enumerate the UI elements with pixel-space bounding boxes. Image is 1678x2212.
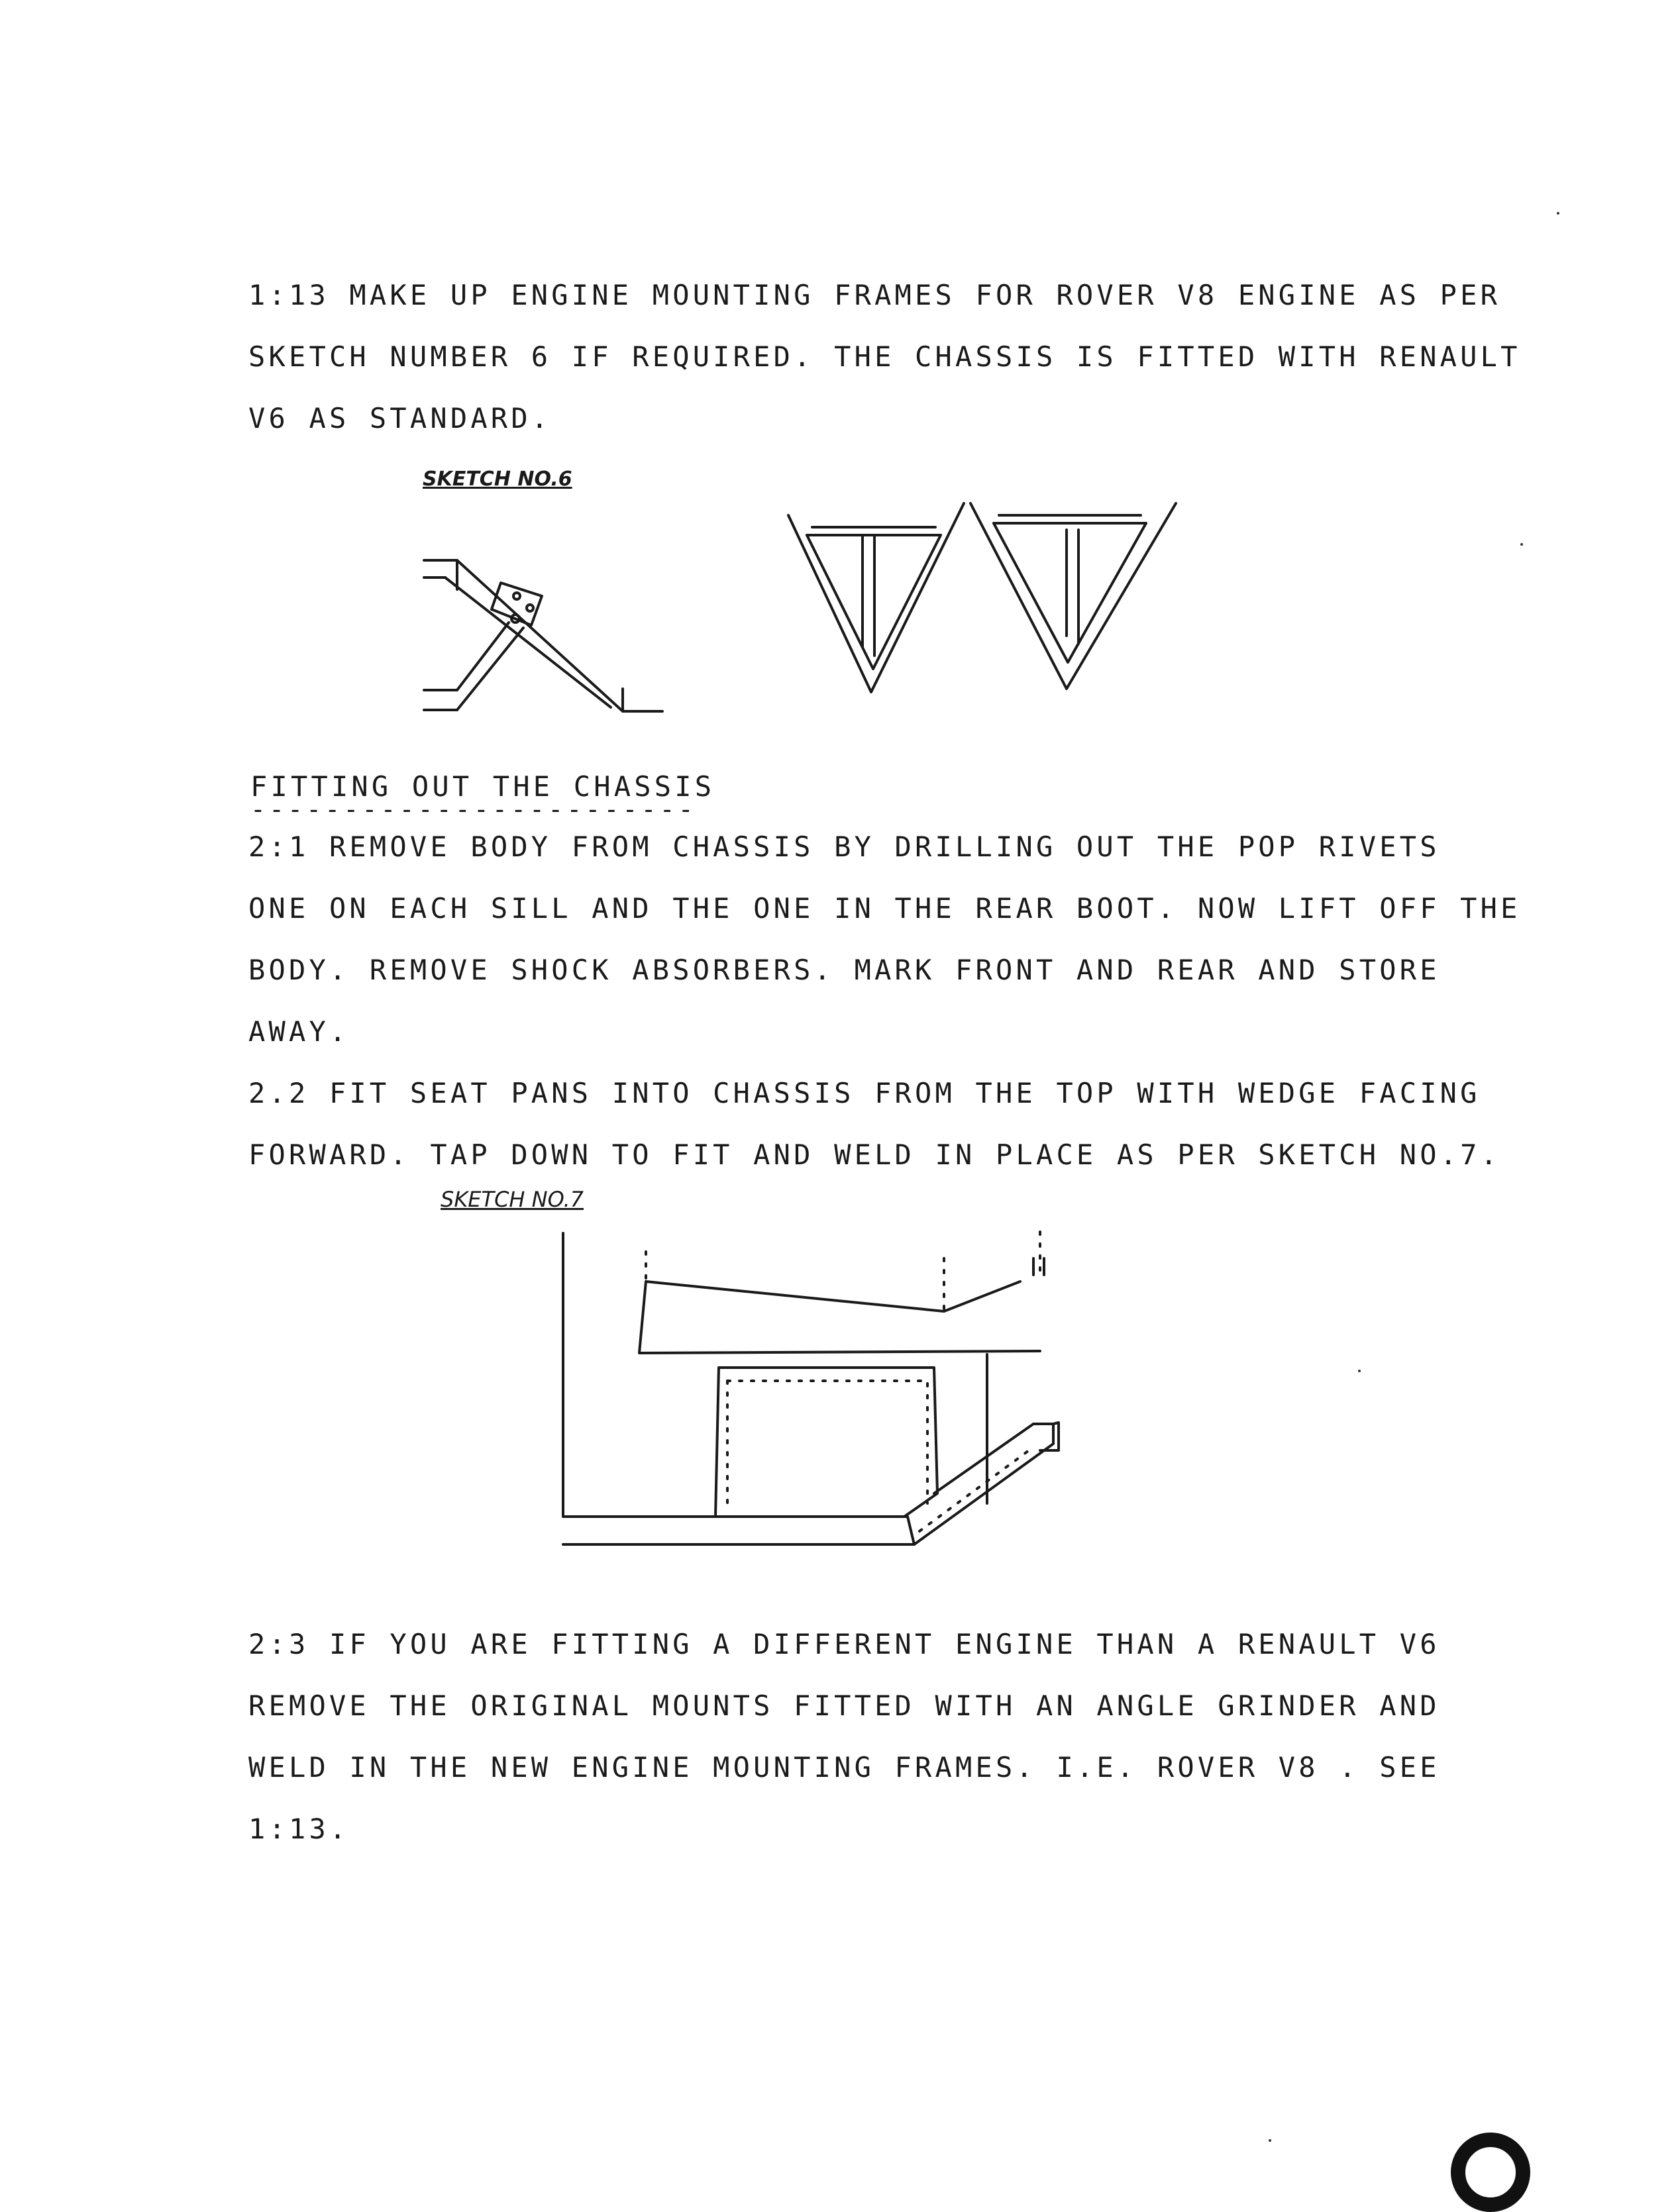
- para-2-3-line-2: REMOVE THE ORIGINAL MOUNTS FITTED WITH AN ANGLE GRINDER AND: [248, 1689, 1440, 1722]
- para-2-3-line-4: 1:13.: [248, 1813, 350, 1845]
- para-2-2-line-2: FORWARD. TAP DOWN TO FIT AND WELD IN PLACE AS PER SKETCH NO.7.: [248, 1138, 1501, 1171]
- scan-speck: [1557, 212, 1559, 215]
- para-2-3-line-1: 2:3 IF YOU ARE FITTING A DIFFERENT ENGINE THAN A RENAULT V6: [248, 1628, 1440, 1660]
- scan-speck: [1269, 2139, 1271, 2142]
- sketch-7-label: SKETCH NO.7: [441, 1187, 584, 1212]
- para-1-13-line-3: V6 AS STANDARD.: [248, 402, 552, 434]
- section-heading-underline: ------------------------: [250, 795, 697, 824]
- para-2-1-line-4: AWAY.: [248, 1015, 350, 1048]
- para-2-1-line-3: BODY. REMOVE SHOCK ABSORBERS. MARK FRONT AND REAR AND STORE: [248, 954, 1440, 986]
- para-2-2-line-1: 2.2 FIT SEAT PANS INTO CHASSIS FROM THE TOP WITH WEDGE FACING: [248, 1077, 1481, 1109]
- section-heading: FITTING OUT THE CHASSIS: [250, 770, 715, 803]
- para-1-13-line-1: 1:13 MAKE UP ENGINE MOUNTING FRAMES FOR ROVER V8 ENGINE AS PER: [248, 279, 1501, 311]
- para-2-3-line-3: WELD IN THE NEW ENGINE MOUNTING FRAMES. I.E. ROVER V8 . SEE: [248, 1751, 1440, 1784]
- scan-speck: [1520, 543, 1523, 546]
- para-1-13-line-2: SKETCH NUMBER 6 IF REQUIRED. THE CHASSIS IS FITTED WITH RENAULT: [248, 340, 1521, 373]
- sketch-6-label: SKETCH NO.6: [423, 468, 572, 491]
- para-2-1-line-1: 2:1 REMOVE BODY FROM CHASSIS BY DRILLING OUT THE POP RIVETS: [248, 830, 1440, 863]
- para-2-1-line-2: ONE ON EACH SILL AND THE ONE IN THE REAR BOOT. NOW LIFT OFF THE: [248, 892, 1521, 925]
- scan-speck: [1358, 1370, 1361, 1372]
- page-corner-mark: [1451, 2133, 1530, 2212]
